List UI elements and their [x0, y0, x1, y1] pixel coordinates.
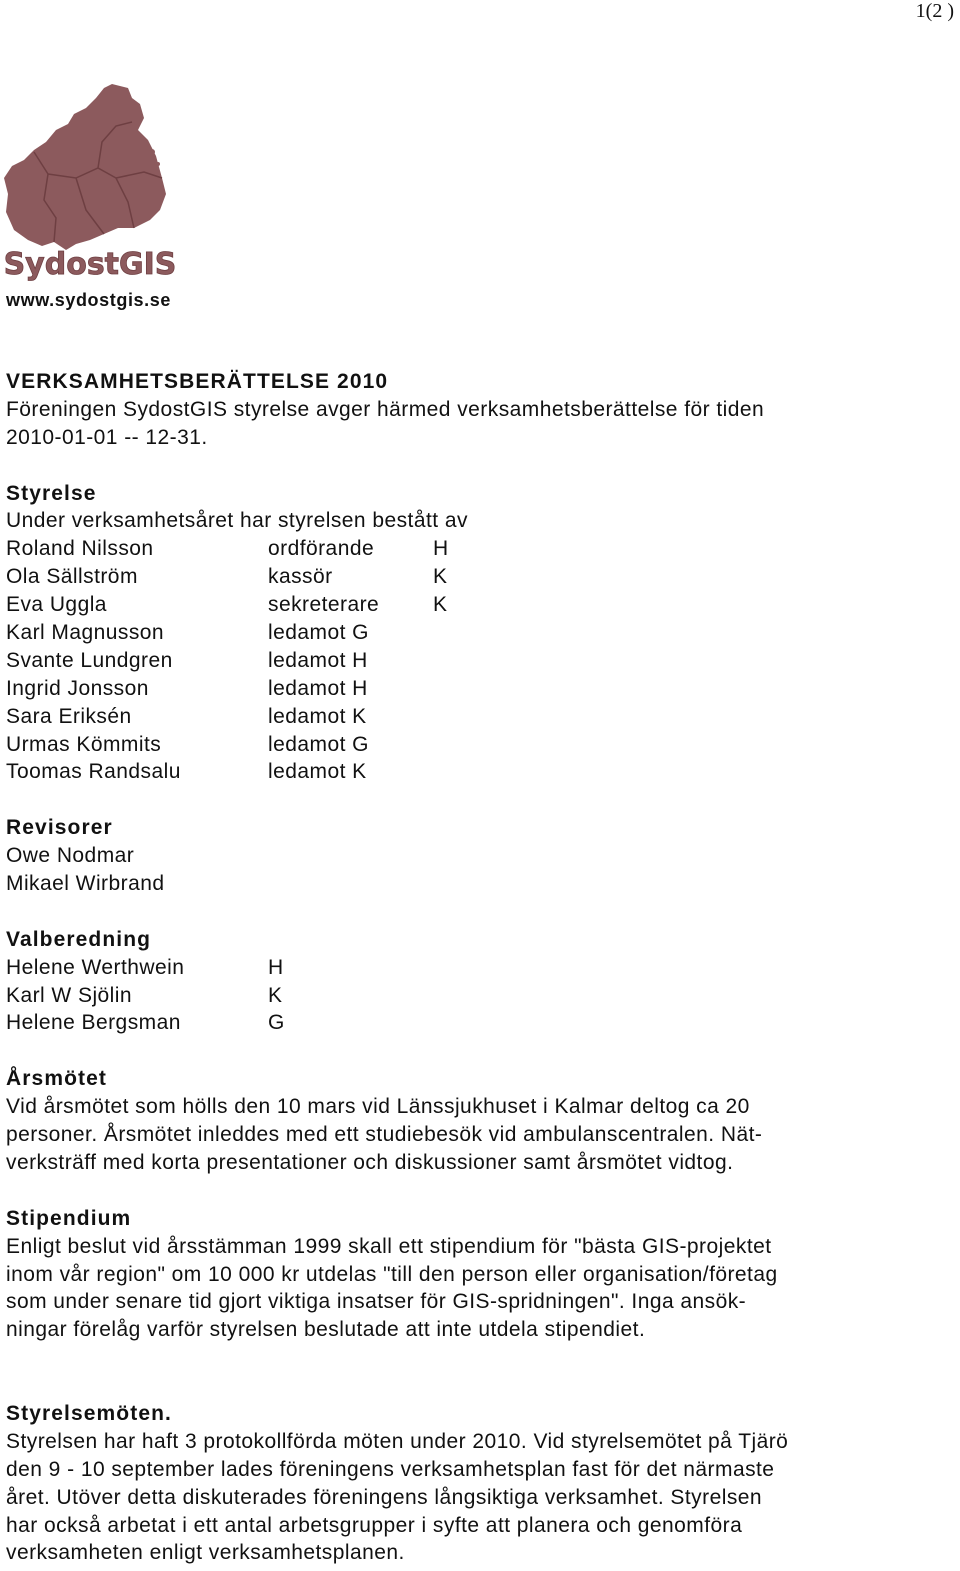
- nomination-member-row: [6, 982, 956, 1010]
- member-role: ordförande: [268, 537, 375, 561]
- styrelse-intro: Under verksamhetsåret har styrelsen bestått av: [6, 509, 468, 533]
- member-role: ledamot K: [268, 760, 367, 784]
- member-name: Sara Eriksén: [6, 704, 132, 728]
- member-role: sekreterare: [268, 593, 380, 617]
- report-period: 2010-01-01 -- 12-31.: [6, 425, 208, 449]
- member-name: Toomas Randsalu: [6, 760, 181, 784]
- member-name: Svante Lundgren: [6, 648, 173, 672]
- board-member-row: [6, 731, 956, 759]
- member-name: Urmas Kömmits: [6, 732, 162, 756]
- logo-wordmark: [4, 247, 176, 282]
- board-member-list: [6, 535, 956, 786]
- member-name: Ingrid Jonsson: [6, 676, 149, 700]
- nomination-member-row: [6, 954, 956, 982]
- stipendium-text-line: som under senare tid gjort viktiga insatser för GIS-spridningen". Inga ansök-: [6, 1290, 747, 1314]
- page-number: 1(2 ): [915, 0, 954, 22]
- board-member-row: [6, 535, 956, 563]
- member-name: Ola Sällström: [6, 565, 138, 589]
- stipendium-text-line: Enligt beslut vid årsstämman 1999 skall ett stipendium för "bästa GIS-projektet: [6, 1234, 772, 1258]
- styrelsemoten-text-line: den 9 - 10 september lades föreningens verksamhetsplan fast för det närmaste: [6, 1457, 775, 1481]
- report-title: VERKSAMHETSBERÄTTELSE 2010: [6, 370, 389, 393]
- arsmotet-heading: Årsmötet: [6, 1067, 107, 1091]
- nomination-member-row: [6, 1009, 956, 1037]
- styrelsemoten-text-line: har också arbetat i ett antal arbetsgrupper i syfte att planera och genomföra: [6, 1513, 743, 1537]
- styrelsemoten-text-line: året. Utöver detta diskuterades föreningens långsiktiga verksamhet. Styrelsen: [6, 1485, 763, 1509]
- valberedning-heading: Valberedning: [6, 927, 152, 951]
- board-member-row: [6, 703, 956, 731]
- stipendium-text-line: inom vår region" om 10 000 kr utdelas "till den person eller organisation/företag: [6, 1262, 778, 1286]
- report-intro: Föreningen SydostGIS styrelse avger härmed verksamhetsberättelse för tiden: [6, 397, 765, 421]
- auditor-name: Owe Nodmar: [6, 844, 135, 868]
- member-name: Roland Nilsson: [6, 537, 154, 561]
- member-name: Helene Werthwein: [6, 955, 185, 979]
- board-member-row: [6, 563, 956, 591]
- member-region: K: [268, 983, 283, 1007]
- member-region: G: [268, 1011, 285, 1035]
- member-role: ledamot H: [268, 676, 368, 700]
- member-role: ledamot K: [268, 704, 367, 728]
- sydostgis-map-logo: [4, 82, 176, 282]
- styrelsemoten-heading: Styrelsemöten.: [6, 1401, 172, 1425]
- auditor-name: Mikael Wirbrand: [6, 872, 165, 896]
- sydostgis-logo: [4, 82, 176, 282]
- member-name: Karl W Sjölin: [6, 983, 133, 1007]
- member-role: kassör: [268, 565, 333, 589]
- arsmotet-text-line: Vid årsmötet som hölls den 10 mars vid Länssjukhuset i Kalmar deltog ca 20: [6, 1095, 750, 1119]
- member-region: K: [433, 565, 448, 589]
- stipendium-text-line: ningar förelåg varför styrelsen beslutade att inte utdela stipendiet.: [6, 1318, 646, 1342]
- svg-text:SydostGIS: SydostGIS: [4, 247, 176, 282]
- member-name: Karl Magnusson: [6, 621, 165, 645]
- member-role: ledamot G: [268, 621, 369, 645]
- member-region: K: [433, 593, 448, 617]
- board-member-row: [6, 758, 956, 786]
- styrelse-heading: Styrelse: [6, 481, 97, 505]
- arsmotet-text-line: verksträff med korta presentationer och diskussioner samt årsmötet vidtog.: [6, 1150, 734, 1174]
- member-name: Eva Uggla: [6, 593, 107, 617]
- styrelsemoten-text-line: Styrelsen har haft 3 protokollförda möten under 2010. Vid styrelsemötet på Tjärö: [6, 1429, 789, 1453]
- board-member-row: [6, 619, 956, 647]
- member-role: ledamot G: [268, 732, 369, 756]
- member-region: H: [268, 955, 284, 979]
- arsmotet-text-line: personer. Årsmötet inleddes med ett studiebesök vid ambulanscentralen. Nät-: [6, 1123, 763, 1147]
- member-name: Helene Bergsman: [6, 1011, 181, 1035]
- member-role: ledamot H: [268, 648, 368, 672]
- styrelsemoten-text-line: verksamheten enligt verksamhetsplanen.: [6, 1541, 405, 1565]
- board-member-row: [6, 591, 956, 619]
- revisorer-heading: Revisorer: [6, 816, 113, 840]
- stipendium-heading: Stipendium: [6, 1206, 132, 1230]
- website-url[interactable]: www.sydostgis.se: [6, 290, 171, 310]
- document-body: [6, 368, 956, 1567]
- member-region: H: [433, 537, 449, 561]
- board-member-row: [6, 647, 956, 675]
- board-member-row: [6, 675, 956, 703]
